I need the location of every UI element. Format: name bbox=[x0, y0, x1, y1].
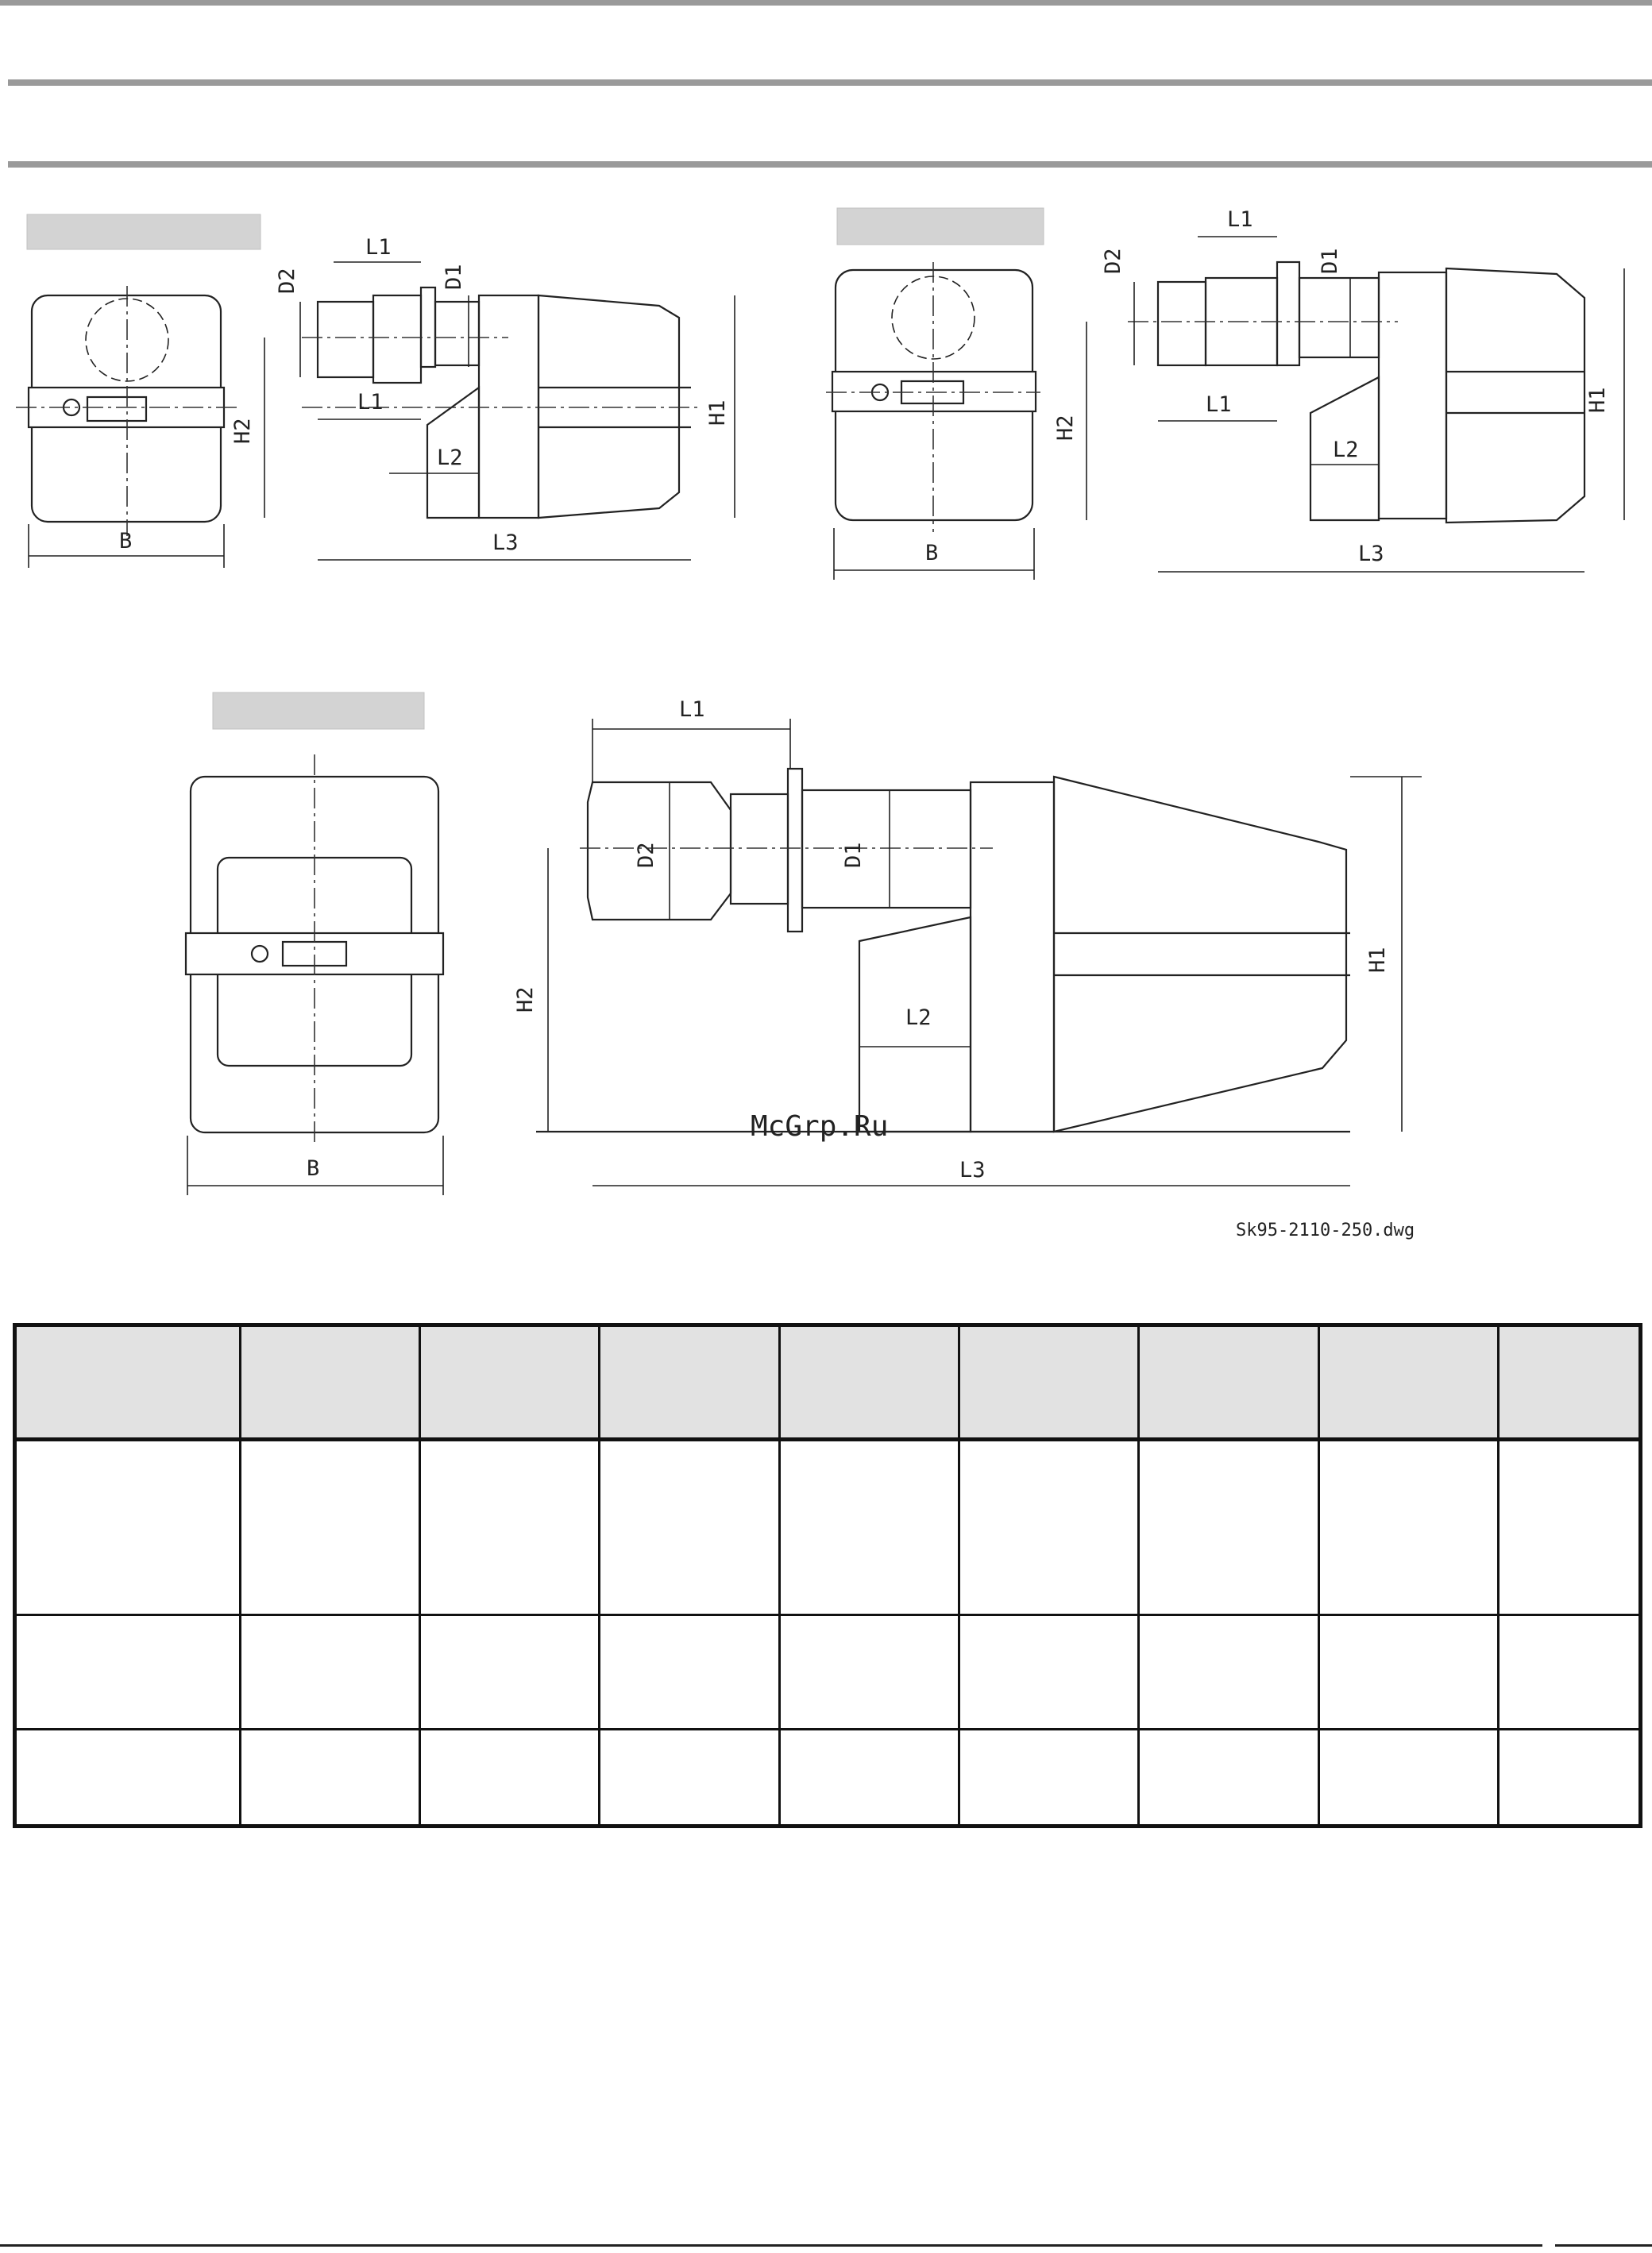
tube-mid bbox=[731, 794, 788, 904]
footer-rule bbox=[0, 2244, 1542, 2247]
table-row-divider bbox=[17, 1614, 1638, 1616]
body-cover bbox=[1054, 777, 1346, 1132]
drawing-file-name: Sk95-2110-250.dwg bbox=[1236, 1221, 1415, 1240]
page-number-rule bbox=[1555, 2244, 1652, 2247]
label-b: B bbox=[307, 1156, 320, 1181]
body-block bbox=[1379, 272, 1446, 519]
tube-tip bbox=[588, 782, 731, 920]
table-column-divider bbox=[598, 1327, 600, 1824]
drawing-bottom bbox=[186, 692, 1422, 1240]
tube-neck bbox=[802, 790, 971, 908]
table-column-divider bbox=[1497, 1327, 1500, 1824]
tube-mid bbox=[373, 295, 421, 383]
body-block bbox=[479, 295, 538, 518]
label-h1: H1 bbox=[1585, 387, 1610, 413]
flange bbox=[788, 769, 802, 932]
label-d1: D1 bbox=[1318, 248, 1342, 274]
table-column-divider bbox=[958, 1327, 960, 1824]
label-h2: H2 bbox=[1053, 415, 1078, 441]
label-d1: D1 bbox=[841, 842, 866, 868]
flange bbox=[1277, 262, 1299, 365]
table-column-divider bbox=[419, 1327, 421, 1824]
label-h2: H2 bbox=[230, 418, 255, 444]
label-l1-body: L1 bbox=[357, 390, 384, 415]
tube-tip bbox=[318, 302, 373, 377]
label-d2: D2 bbox=[634, 842, 658, 868]
table-column-divider bbox=[1137, 1327, 1140, 1824]
table-column-divider bbox=[778, 1327, 781, 1824]
watermark: McGrp.Ru bbox=[751, 1110, 889, 1143]
drawing-top-left bbox=[16, 214, 735, 568]
label-l2: L2 bbox=[1333, 438, 1359, 462]
drawing-caption-box bbox=[837, 208, 1044, 245]
table-column-divider bbox=[239, 1327, 241, 1824]
label-l3: L3 bbox=[1358, 542, 1384, 566]
label-l2: L2 bbox=[437, 446, 463, 470]
label-h1: H1 bbox=[1365, 947, 1390, 973]
tube-neck bbox=[435, 302, 479, 365]
body-cover bbox=[1446, 268, 1584, 523]
drawing-top-right bbox=[826, 207, 1624, 580]
label-l2: L2 bbox=[905, 1005, 932, 1030]
table-row-divider bbox=[17, 1728, 1638, 1730]
label-h2: H2 bbox=[513, 986, 538, 1013]
label-l3: L3 bbox=[492, 530, 519, 555]
label-l1-top: L1 bbox=[1227, 207, 1253, 232]
label-l1-body: L1 bbox=[1206, 392, 1232, 417]
label-d2: D2 bbox=[1101, 248, 1125, 274]
label-d2: D2 bbox=[275, 268, 299, 294]
drawing-caption-box bbox=[213, 692, 424, 729]
front-band bbox=[832, 372, 1036, 411]
drawing-caption-box bbox=[27, 214, 261, 249]
tube-neck bbox=[1299, 278, 1379, 357]
dimension-table bbox=[13, 1323, 1642, 1828]
tube-tip bbox=[1158, 282, 1206, 365]
label-b: B bbox=[925, 541, 939, 565]
label-h1: H1 bbox=[705, 399, 730, 426]
table-column-divider bbox=[1318, 1327, 1320, 1824]
table-header-row bbox=[17, 1327, 1638, 1441]
label-d1: D1 bbox=[442, 264, 466, 290]
label-b: B bbox=[119, 529, 133, 554]
label-l3: L3 bbox=[959, 1158, 986, 1182]
body-cover bbox=[538, 295, 679, 518]
label-l1-top: L1 bbox=[365, 235, 392, 260]
body-block bbox=[971, 782, 1054, 1132]
flange bbox=[421, 287, 435, 367]
label-l1-top: L1 bbox=[679, 697, 705, 722]
